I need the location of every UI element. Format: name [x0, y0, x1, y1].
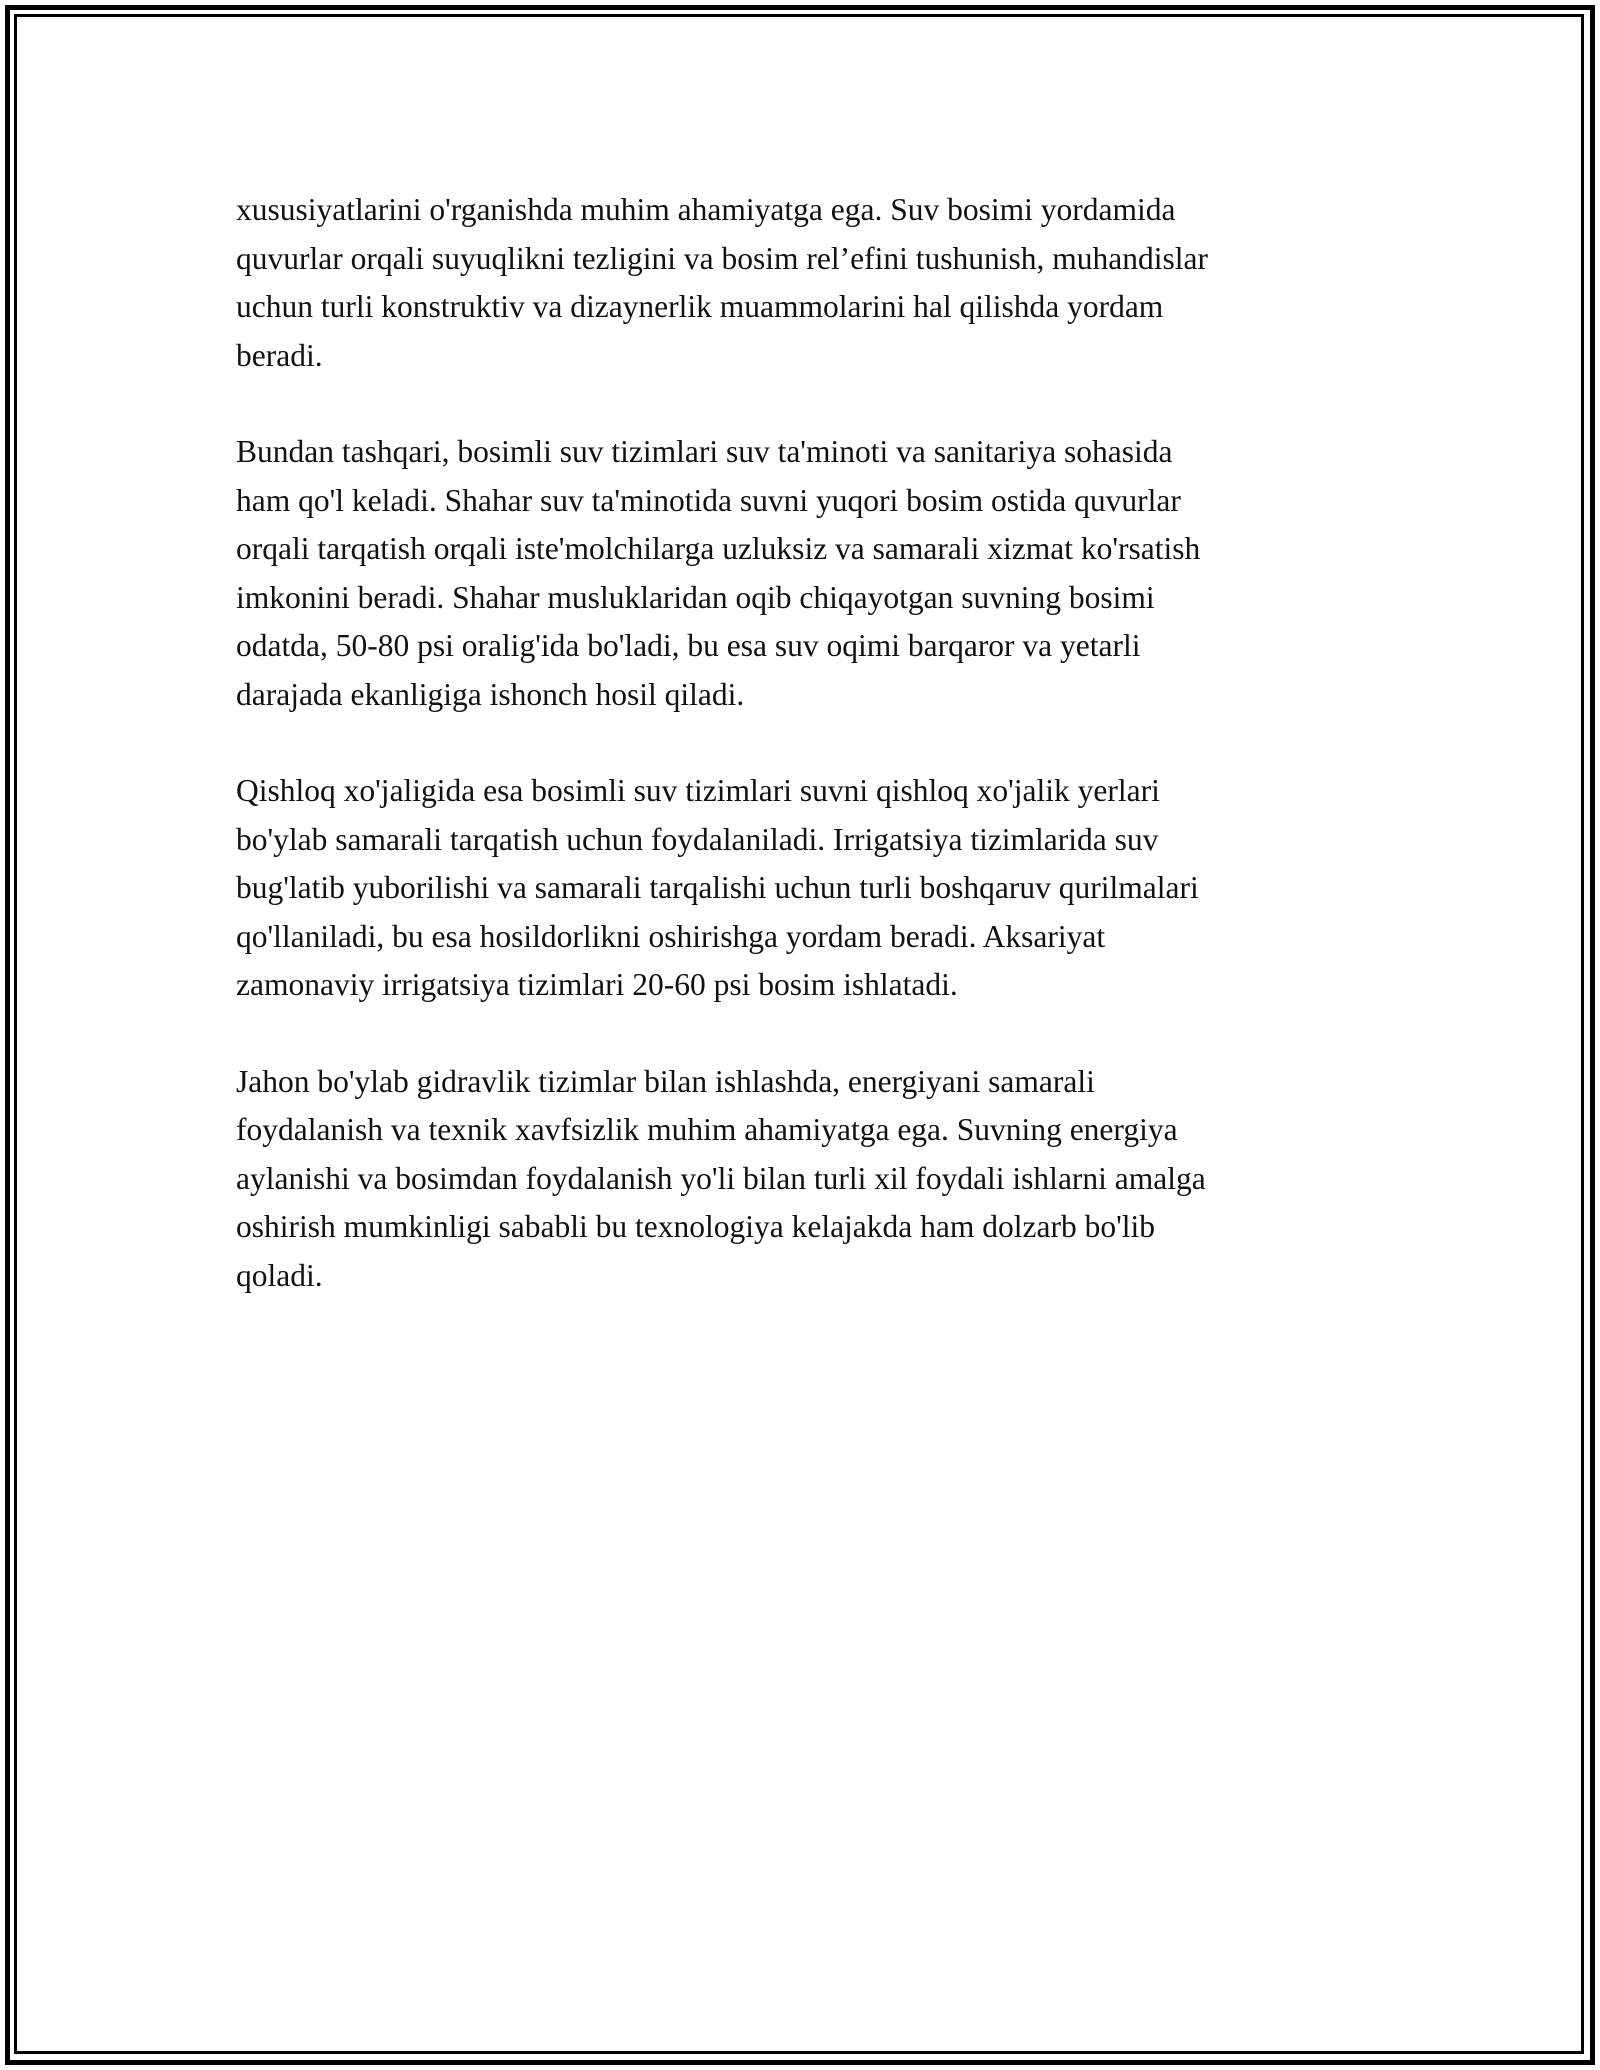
paragraph-line: imkonini beradi. Shahar musluklaridan oqib chiqayotgan suvning bosimi — [236, 579, 1155, 615]
paragraph-line: Jahon bo'ylab gidravlik tizimlar bilan ishlashda, energiyani samarali — [236, 1063, 1095, 1099]
paragraph-line: oshirish mumkinligi sababli bu texnologiya kelajakda ham dolzarb bo'lib — [236, 1209, 1156, 1244]
paragraph-line: uchun turli konstruktiv va dizaynerlik muammolarini hal qilishda yordam — [236, 289, 1164, 324]
paragraph-line: Qishloq xo'jaligida esa bosimli suv tizimlari suvni qishloq xo'jalik yerlari — [236, 773, 1160, 808]
paragraph-line: beradi. — [236, 337, 323, 373]
paragraph-line: bo'ylab samarali tarqatish uchun foydalaniladi. Irrigatsiya tizimlarida suv — [236, 821, 1159, 857]
paragraph-1 — [236, 186, 1376, 380]
paragraph-line: orqali tarqatish orqali iste'molchilarga uzluksiz va samarali xizmat ko'rsatish — [236, 531, 1201, 566]
paragraph-line: zamonaviy irrigatsiya tizimlari 20-60 psi bosim ishlatadi. — [236, 967, 958, 1002]
paragraph-line: darajada ekanligiga ishonch hosil qiladi. — [236, 676, 745, 712]
paragraph-line: qo'llaniladi, bu esa hosildorlikni oshirishga yordam beradi. Aksariyat — [236, 918, 1106, 954]
paragraph-line: foydalanish va texnik xavfsizlik muhim ahamiyatga ega. Suvning energiya — [236, 1112, 1178, 1147]
paragraph-4 — [236, 1058, 1376, 1301]
paragraph-line: aylanishi va bosimdan foydalanish yo'li bilan turli xil foydali ishlarni amalga — [236, 1160, 1206, 1196]
paragraph-line: odatda, 50-80 psi oralig'ida bo'ladi, bu esa suv oqimi barqaror va yetarli — [236, 628, 1141, 663]
document-body — [236, 186, 1376, 1348]
paragraph-line: Bundan tashqari, bosimli suv tizimlari suv ta'minoti va sanitariya sohasida — [236, 434, 1173, 469]
paragraph-line: ham qo'l keladi. Shahar suv ta'minotida suvni yuqori bosim ostida quvurlar — [236, 482, 1181, 518]
paragraph-2 — [236, 428, 1376, 719]
paragraph-line: quvurlar orqali suyuqlikni tezligini va bosim rel’efini tushunish, muhandislar — [236, 240, 1208, 276]
paragraph-3 — [236, 767, 1376, 1010]
paragraph-line: qoladi. — [236, 1257, 323, 1293]
paragraph-line: bug'latib yuborilishi va samarali tarqalishi uchun turli boshqaruv qurilmalari — [236, 870, 1199, 905]
paragraph-line: xususiyatlarini o'rganishda muhim ahamiyatga ega. Suv bosimi yordamida — [236, 192, 1176, 227]
